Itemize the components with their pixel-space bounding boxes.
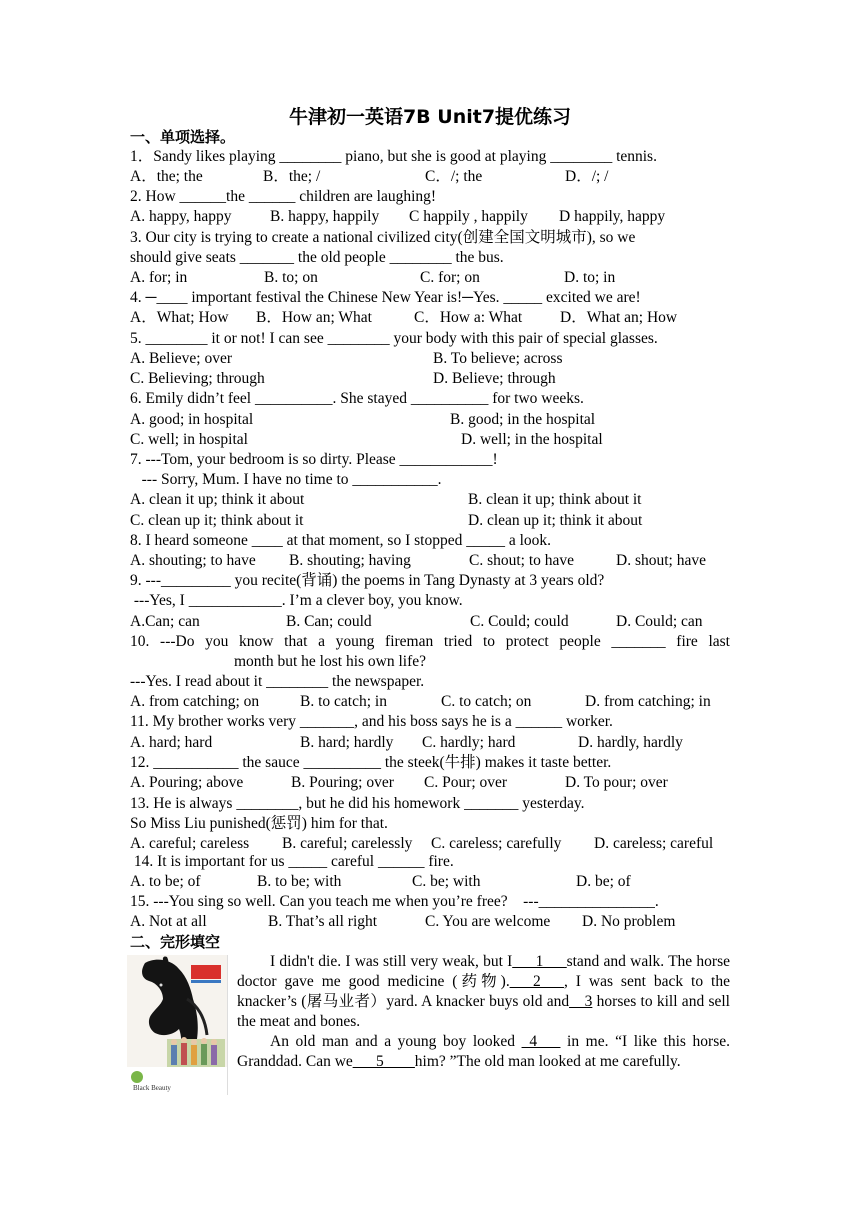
question-14-option-d: D. be; of <box>576 873 631 890</box>
question-13-option-b: B. careful; carelessly <box>282 835 413 852</box>
question-10-option-d: D. from catching; in <box>585 693 711 710</box>
cloze-text: horses to kill and sell the meat and bones. <box>237 993 730 1030</box>
question-10-option-b: B. to catch; in <box>300 693 387 710</box>
question-14-option-a: A. to be; of <box>130 873 201 890</box>
question-8-option-a: A. shouting; to have <box>130 552 256 569</box>
question-15-option-a: A. Not at all <box>130 913 207 930</box>
question-6-option-c: C. well; in hospital <box>130 431 248 448</box>
question-9-option-a: A.Can; can <box>130 613 200 630</box>
question-7-stem-line-2: --- Sorry, Mum. I have no time to ___________. <box>130 471 442 488</box>
question-13-stem-line-2: So Miss Liu punished(惩罚) him for that. <box>130 815 388 832</box>
question-8-option-c: C. shout; to have <box>469 552 575 569</box>
cloze-text: in me. “I like this horse. Granddad. Can we <box>237 1033 730 1070</box>
question-14-option-b: B. to be; with <box>257 873 342 890</box>
question-12-stem: 12. ___________ the sauce __________ the steek(牛排) makes it taste better. <box>130 754 612 771</box>
question-11-stem: 11. My brother works very _______, and his boss says he is a ______ worker. <box>130 713 613 730</box>
cloze-paragraph-2 <box>237 1032 730 1072</box>
question-13-option-d: D. careless; careful <box>594 835 714 852</box>
question-9-option-d: D. Could; can <box>616 613 703 630</box>
question-15-option-c: C. You are welcome <box>425 913 551 930</box>
question-1-option-b: B．the; / <box>263 168 321 185</box>
book-cover-image <box>127 955 228 1095</box>
cloze-blank-4: _4___ <box>521 1033 561 1050</box>
book-cover-caption: Black Beauty <box>133 1084 171 1092</box>
question-12-option-c: C. Pour; over <box>424 774 508 791</box>
question-3-option-d: D. to; in <box>564 269 616 286</box>
question-5-stem: 5. ________ it or not! I can see ________ your body with this pair of special glasses. <box>130 330 658 347</box>
question-10-stem-line-2: month but he lost his own life? <box>234 653 427 670</box>
question-5-option-d: D. Believe; through <box>433 370 556 387</box>
question-1-option-c: C．/; the <box>425 168 483 185</box>
question-14-stem: 14. It is important for us _____ careful ______ fire. <box>130 853 454 870</box>
section-heading-cloze: 二、完形填空 <box>130 933 221 951</box>
question-7-option-b: B. clean it up; think about it <box>468 491 642 508</box>
question-2-stem: 2. How ______the ______ children are laughing! <box>130 188 437 205</box>
question-15-stem: 15. ---You sing so well. Can you teach me when you’re free? ---_______________. <box>130 893 659 910</box>
question-7-option-d: D. clean up it; think it about <box>468 512 643 529</box>
cloze-blank-3: __3 <box>569 993 593 1010</box>
question-10-option-a: A. from catching; on <box>130 693 260 710</box>
question-5-option-a: A. Believe; over <box>130 350 233 367</box>
question-11-option-a: A. hard; hard <box>130 734 213 751</box>
question-6-option-a: A. good; in hospital <box>130 411 254 428</box>
cloze-paragraph-1 <box>237 952 730 1032</box>
cloze-blank-2: ___2___ <box>509 973 564 990</box>
cloze-text: An old man and a young boy looked <box>270 1033 522 1050</box>
question-7-stem-line-1: 7. ---Tom, your bedroom is so dirty. Please ____________! <box>130 451 498 468</box>
question-14-option-c: C. be; with <box>412 873 481 890</box>
question-4-stem: 4. ─____ important festival the Chinese New Year is!─Yes. _____ excited we are! <box>130 289 641 306</box>
question-7-option-c: C. clean up it; think about it <box>130 512 304 529</box>
question-4-option-b: B．How an; What <box>256 309 372 326</box>
question-1-option-d: D．/; / <box>565 168 609 185</box>
question-4-option-a: A．What; How <box>130 309 229 326</box>
question-4-option-d: D．What an; How <box>560 309 678 326</box>
question-10-stem-line-1: 10. ---Do you know that a young fireman tried to protect people _______ fire last <box>130 633 730 650</box>
worksheet-title: 牛津初一英语7B Unit7提优练习 <box>288 106 572 128</box>
cloze-text: I didn't die. I was still very weak, but I <box>270 953 513 970</box>
question-13-stem-line-1: 13. He is always ________, but he did his homework _______ yesterday. <box>130 795 585 812</box>
section-heading-multiple-choice: 一、单项选择。 <box>130 128 236 146</box>
question-10-option-c: C. to catch; on <box>441 693 532 710</box>
question-9-option-b: B. Can; could <box>286 613 372 630</box>
question-3-option-a: A. for; in <box>130 269 188 286</box>
question-6-option-d: D. well; in the hospital <box>461 431 603 448</box>
question-7-option-a: A. clean it up; think it about <box>130 491 305 508</box>
question-13-option-c: C. careless; carefully <box>431 835 562 852</box>
question-9-stem-line-2: ---Yes, I ____________. I’m a clever boy, you know. <box>130 592 463 609</box>
question-1-stem: 1．Sandy likes playing ________ piano, but she is good at playing ________ tennis. <box>130 148 657 165</box>
black-horse-illustration <box>127 955 227 1095</box>
question-12-option-d: D. To pour; over <box>565 774 668 791</box>
question-3-option-c: C. for; on <box>420 269 480 286</box>
question-2-option-d: D happily, happy <box>559 208 666 225</box>
question-1-option-a: A．the; the <box>130 168 203 185</box>
cloze-blank-1: ___1___ <box>512 953 567 970</box>
question-13-option-a: A. careful; careless <box>130 835 250 852</box>
question-8-option-b: B. shouting; having <box>289 552 411 569</box>
cloze-text: him? ”The old man looked at me carefully. <box>414 1053 681 1070</box>
question-15-option-d: D. No problem <box>582 913 676 930</box>
question-2-option-b: B. happy, happily <box>270 208 380 225</box>
question-3-stem-line-1: 3. Our city is trying to create a national civilized city(创建全国文明城市), so we <box>130 229 636 246</box>
question-5-option-b: B. To believe; across <box>433 350 563 367</box>
cloze-blank-5: ___5____ <box>352 1053 415 1070</box>
question-3-stem-line-2: should give seats _______ the old people ________ the bus. <box>130 249 504 266</box>
question-4-option-c: C．How a: What <box>414 309 523 326</box>
question-15-option-b: B. That’s all right <box>268 913 378 930</box>
question-6-option-b: B. good; in the hospital <box>450 411 596 428</box>
question-11-option-b: B. hard; hardly <box>300 734 394 751</box>
question-11-option-c: C. hardly; hard <box>422 734 516 751</box>
question-6-stem: 6. Emily didn’t feel __________. She stayed __________ for two weeks. <box>130 390 584 407</box>
cloze-text: , I was sent back to the knacker’s (屠马业者）yard. A knacker buys old and <box>237 973 730 1010</box>
question-11-option-d: D. hardly, hardly <box>578 734 683 751</box>
question-9-stem-line-1: 9. ---_________ you recite(背诵) the poems in Tang Dynasty at 3 years old? <box>130 572 605 589</box>
question-9-option-c: C. Could; could <box>470 613 569 630</box>
question-12-option-b: B. Pouring; over <box>291 774 394 791</box>
cloze-text: stand and walk. The horse doctor gave me good medicine (药物). <box>237 953 730 990</box>
question-12-option-a: A. Pouring; above <box>130 774 244 791</box>
question-10-stem-line-3: ---Yes. I read about it ________ the newspaper. <box>130 673 425 690</box>
question-2-option-c: C happily , happily <box>409 208 528 225</box>
question-8-stem: 8. I heard someone ____ at that moment, so I stopped _____ a look. <box>130 532 552 549</box>
question-3-option-b: B. to; on <box>264 269 318 286</box>
question-2-option-a: A. happy, happy <box>130 208 232 225</box>
cloze-passage <box>237 952 730 1072</box>
question-8-option-d: D. shout; have <box>616 552 706 569</box>
question-5-option-c: C. Believing; through <box>130 370 265 387</box>
